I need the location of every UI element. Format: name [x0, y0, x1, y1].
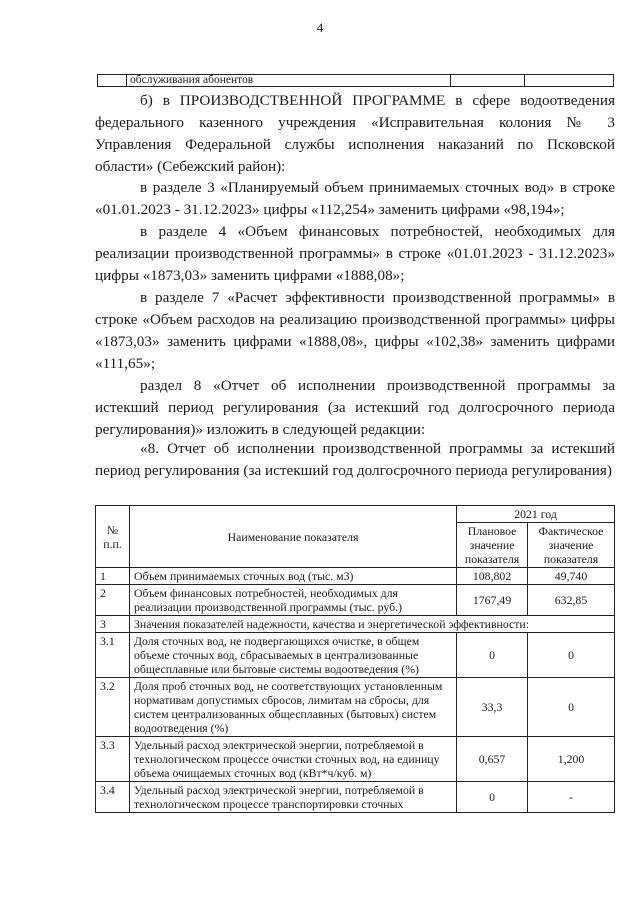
- paragraph-sec3: в разделе 3 «Планируемый объем принимаемых сточных вод» в строке «01.01.2023 - 31.12.2023» цифры «112,254» заменить цифрами «98,194»;: [95, 179, 615, 218]
- row-num: 1: [96, 568, 130, 585]
- section-8-heading: «8. Отчет об исполнении производственной программы за истекший период регулирования (за истекший год долгосрочного периода регулирования): [95, 440, 615, 479]
- row-planned: 108,802: [457, 568, 528, 585]
- paragraph-section-7: [95, 287, 615, 375]
- section-8-title: [95, 438, 615, 482]
- row-num: 3.4: [96, 782, 130, 813]
- table-row: [96, 568, 615, 585]
- row-num: 3.1: [96, 633, 130, 678]
- row-planned: 0,657: [457, 737, 528, 782]
- header-actual: Фактическое значение показателя: [528, 523, 615, 568]
- header-year: 2021 год: [457, 506, 615, 523]
- table-row: [96, 782, 615, 813]
- paragraph-section-4: [95, 221, 615, 287]
- paragraph-sec7: в разделе 7 «Расчет эффективности производственной программы» в строке «Объем расходов на реализацию производственной программы» цифры «1873,03» заменить цифрами «1888,08», цифры «102,38» заменить цифрами «111,65»;: [95, 289, 615, 372]
- row-name: Объем финансовых потребностей, необходимых для реализации производственной программы (тыс. руб.): [129, 585, 456, 616]
- table-row: [96, 737, 615, 782]
- header-name: Наименование показателя: [129, 506, 456, 568]
- header-num: № п.п.: [96, 506, 130, 568]
- row-name: Удельный расход электрической энергии, потребляемой в технологическом процессе очистки сточных вод, на единицу объема очищаемых сточных вод (кВт*ч/куб. м): [129, 737, 456, 782]
- row-num: 3.2: [96, 678, 130, 737]
- row-actual: 1,200: [528, 737, 615, 782]
- row-name: Доля сточных вод, не подвергающихся очистке, в общем объеме сточных вод, сбрасываемых в централизованные общесплавные или бытовые системы водоотведения (%): [129, 633, 456, 678]
- header-row-1: [96, 506, 615, 523]
- row-num: 3: [96, 616, 130, 633]
- table-row: [96, 678, 615, 737]
- paragraph-sec4: в разделе 4 «Объем финансовых потребностей, необходимых для реализации производственной программы» в строке «01.01.2023 - 31.12.2023» цифры «1873,03» заменить цифрами «1888,08»;: [95, 223, 615, 284]
- row-planned: 0: [457, 633, 528, 678]
- empty-cell: [98, 75, 127, 87]
- paragraph-section-8: [95, 375, 615, 441]
- row-actual: 0: [528, 633, 615, 678]
- table-row: [96, 616, 615, 633]
- paragraph-b: [95, 90, 615, 178]
- empty-cell: [451, 75, 525, 87]
- row-actual: 0: [528, 678, 615, 737]
- row-num: 3.3: [96, 737, 130, 782]
- row-actual: 49,740: [528, 568, 615, 585]
- table-row: [96, 585, 615, 616]
- row-name: Доля проб сточных вод, не соответствующих установленным нормативам допустимых сбросов, лимитам на сбросы, для систем централизованных общесплавных (бытовых) систем водоотведения (%): [129, 678, 456, 737]
- paragraph-section-3: [95, 177, 615, 221]
- continuation-row-table: [97, 74, 614, 87]
- row-num: 2: [96, 585, 130, 616]
- row-planned: 33,3: [457, 678, 528, 737]
- paragraph-sec8: раздел 8 «Отчет об исполнении производственной программы за истекший период регулирования (за истекший год долгосрочного периода регулирования)» изложить в следующей редакции:: [95, 377, 615, 438]
- row-planned: 1767,49: [457, 585, 528, 616]
- row-actual: -: [528, 782, 615, 813]
- empty-cell: [525, 75, 614, 87]
- page-number: 4: [316, 20, 324, 35]
- report-table: [95, 505, 615, 813]
- continuation-text: обслуживания абонентов: [127, 75, 451, 87]
- row-name: Значения показателей надежности, качества и энергетической эффективности:: [129, 616, 614, 633]
- row-actual: 632,85: [528, 585, 615, 616]
- header-planned: Плановое значение показателя: [457, 523, 528, 568]
- row-planned: 0: [457, 782, 528, 813]
- paragraph-b-intro: б) в ПРОИЗВОДСТВЕННОЙ ПРОГРАММЕ в сфере водоотведения федерального казенного учреждения «Исправительная колония № 3 Управления Федеральной службы исполнения наказаний по Псковской области» (Себежский район):: [95, 92, 615, 175]
- row-name: Удельный расход электрической энергии, потребляемой в технологическом процессе транспортировки сточных: [129, 782, 456, 813]
- row-name: Объем принимаемых сточных вод (тыс. м3): [129, 568, 456, 585]
- table-row: [96, 633, 615, 678]
